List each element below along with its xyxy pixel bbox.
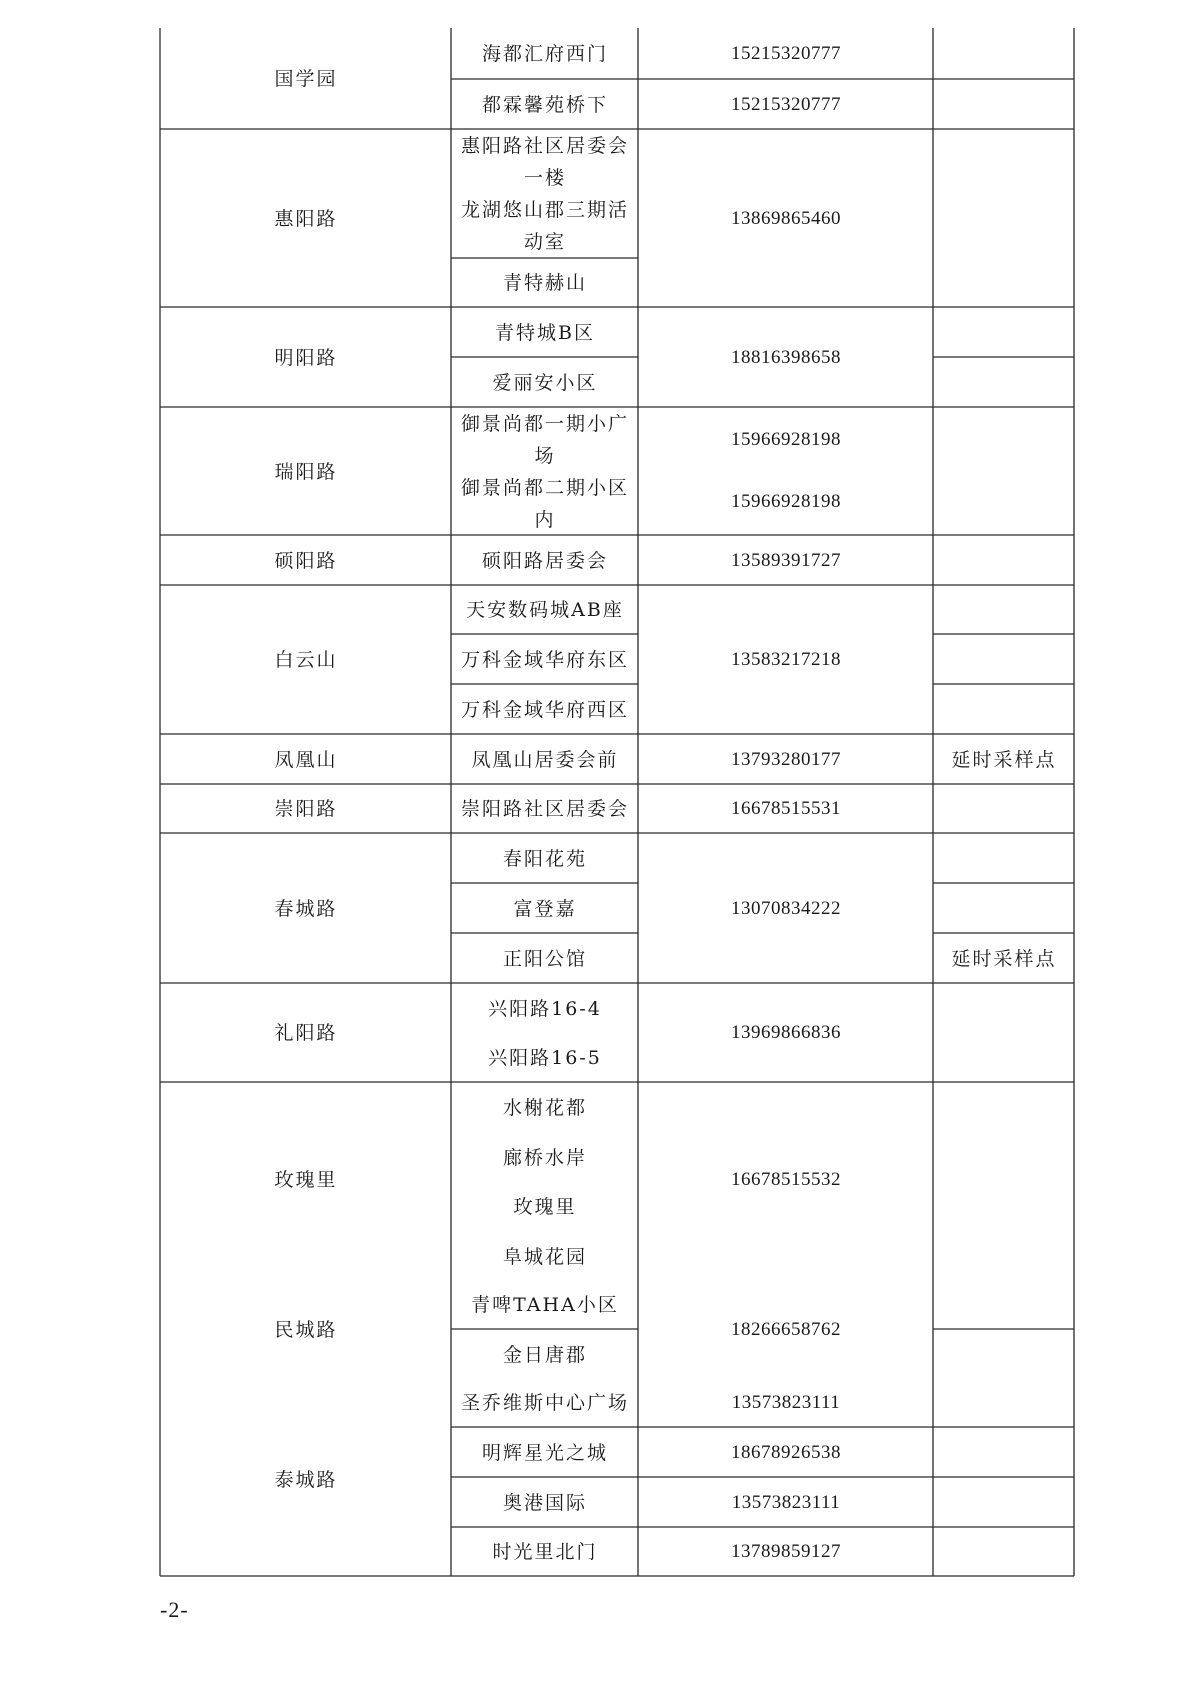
- site-cell: 万科金域华府东区: [460, 648, 629, 671]
- site-cell: 兴阳路16-5: [488, 1047, 602, 1069]
- area-cell: 春城路: [274, 897, 338, 920]
- site-cell: 阜城花园: [502, 1245, 587, 1268]
- site-cell: 兴阳路16-4: [488, 998, 602, 1020]
- site-cell: 天安数码城AB座: [466, 599, 624, 621]
- site-cell: 时光里北门: [492, 1541, 598, 1563]
- phone-cell: 18678926538: [731, 1441, 841, 1463]
- note-cell: 延时采样点: [951, 748, 1057, 771]
- phone-cell: 13793280177: [731, 748, 841, 770]
- area-cell: 凤凰山: [274, 748, 338, 771]
- area-cell: 泰城路: [274, 1469, 338, 1491]
- site-cell: 富登嘉: [513, 897, 577, 920]
- site-cell: 龙湖悠山郡三期活动室: [460, 199, 629, 253]
- site-cell: 崇阳路社区居委会: [460, 798, 629, 820]
- phone-cell: 16678515532: [731, 1169, 841, 1190]
- area-cell: 硕阳路: [274, 549, 338, 572]
- phone-cell: 16678515531: [731, 798, 841, 819]
- site-cell: 玫瑰里: [513, 1196, 577, 1218]
- site-cell: 凤凰山居委会前: [471, 748, 619, 771]
- site-cell: 御景尚都一期小广场: [460, 413, 629, 467]
- note-cell: 延时采样点: [951, 947, 1057, 970]
- site-cell: 万科金域华府西区: [460, 698, 629, 721]
- site-cell: 爱丽安小区: [492, 371, 598, 394]
- area-cell: 崇阳路: [274, 798, 338, 820]
- site-cell: 都霖馨苑桥下: [481, 93, 608, 116]
- site-cell: 青特城B区: [495, 321, 595, 344]
- site-cell: 明辉星光之城: [481, 1441, 608, 1464]
- phone-cell: 15966928198: [731, 491, 841, 512]
- area-cell: 白云山: [274, 649, 338, 671]
- site-cell: 金日唐郡: [502, 1343, 587, 1366]
- phone-cell: 15966928198: [731, 429, 841, 450]
- site-cell: 水榭花都: [502, 1097, 587, 1119]
- phone-cell: 13573823111: [731, 1491, 841, 1513]
- site-cell: 廊桥水岸: [502, 1146, 587, 1169]
- phone-cell: 18816398658: [731, 346, 841, 368]
- area-cell: 惠阳路: [274, 207, 338, 230]
- site-cell: 惠阳路社区居委会一楼: [460, 135, 629, 189]
- site-cell: 正阳公馆: [502, 947, 587, 970]
- phone-cell: 13869865460: [731, 207, 841, 229]
- area-cell: 国学园: [274, 68, 338, 90]
- phone-cell: 15215320777: [731, 43, 841, 64]
- site-cell: 春阳花苑: [502, 847, 587, 870]
- site-cell: 御景尚都二期小区内: [460, 476, 629, 531]
- phone-cell: 15215320777: [731, 93, 841, 115]
- site-cell: 圣乔维斯中心广场: [460, 1392, 629, 1414]
- phone-cell: 13589391727: [731, 549, 841, 571]
- site-cell: 奥港国际: [502, 1491, 587, 1514]
- phone-cell: 13070834222: [731, 897, 841, 919]
- phone-cell: 13969866836: [731, 1022, 841, 1043]
- site-cell: 海都汇府西门: [481, 43, 608, 65]
- site-cell: 青特赫山: [502, 272, 587, 294]
- phone-cell: 18266658762: [731, 1319, 841, 1340]
- phone-cell: 13583217218: [731, 649, 841, 670]
- area-cell: 明阳路: [274, 346, 338, 369]
- page-number: -2-: [160, 1597, 189, 1622]
- site-cell: 硕阳路居委会: [481, 549, 608, 572]
- phone-cell: 13789859127: [731, 1541, 841, 1562]
- area-cell: 礼阳路: [274, 1022, 338, 1044]
- area-cell: 瑞阳路: [274, 460, 338, 483]
- site-cell: 青啤TAHA小区: [471, 1294, 619, 1316]
- area-cell: 玫瑰里: [274, 1169, 338, 1191]
- phone-cell: 13573823111: [731, 1392, 841, 1413]
- area-cell: 民城路: [274, 1319, 338, 1341]
